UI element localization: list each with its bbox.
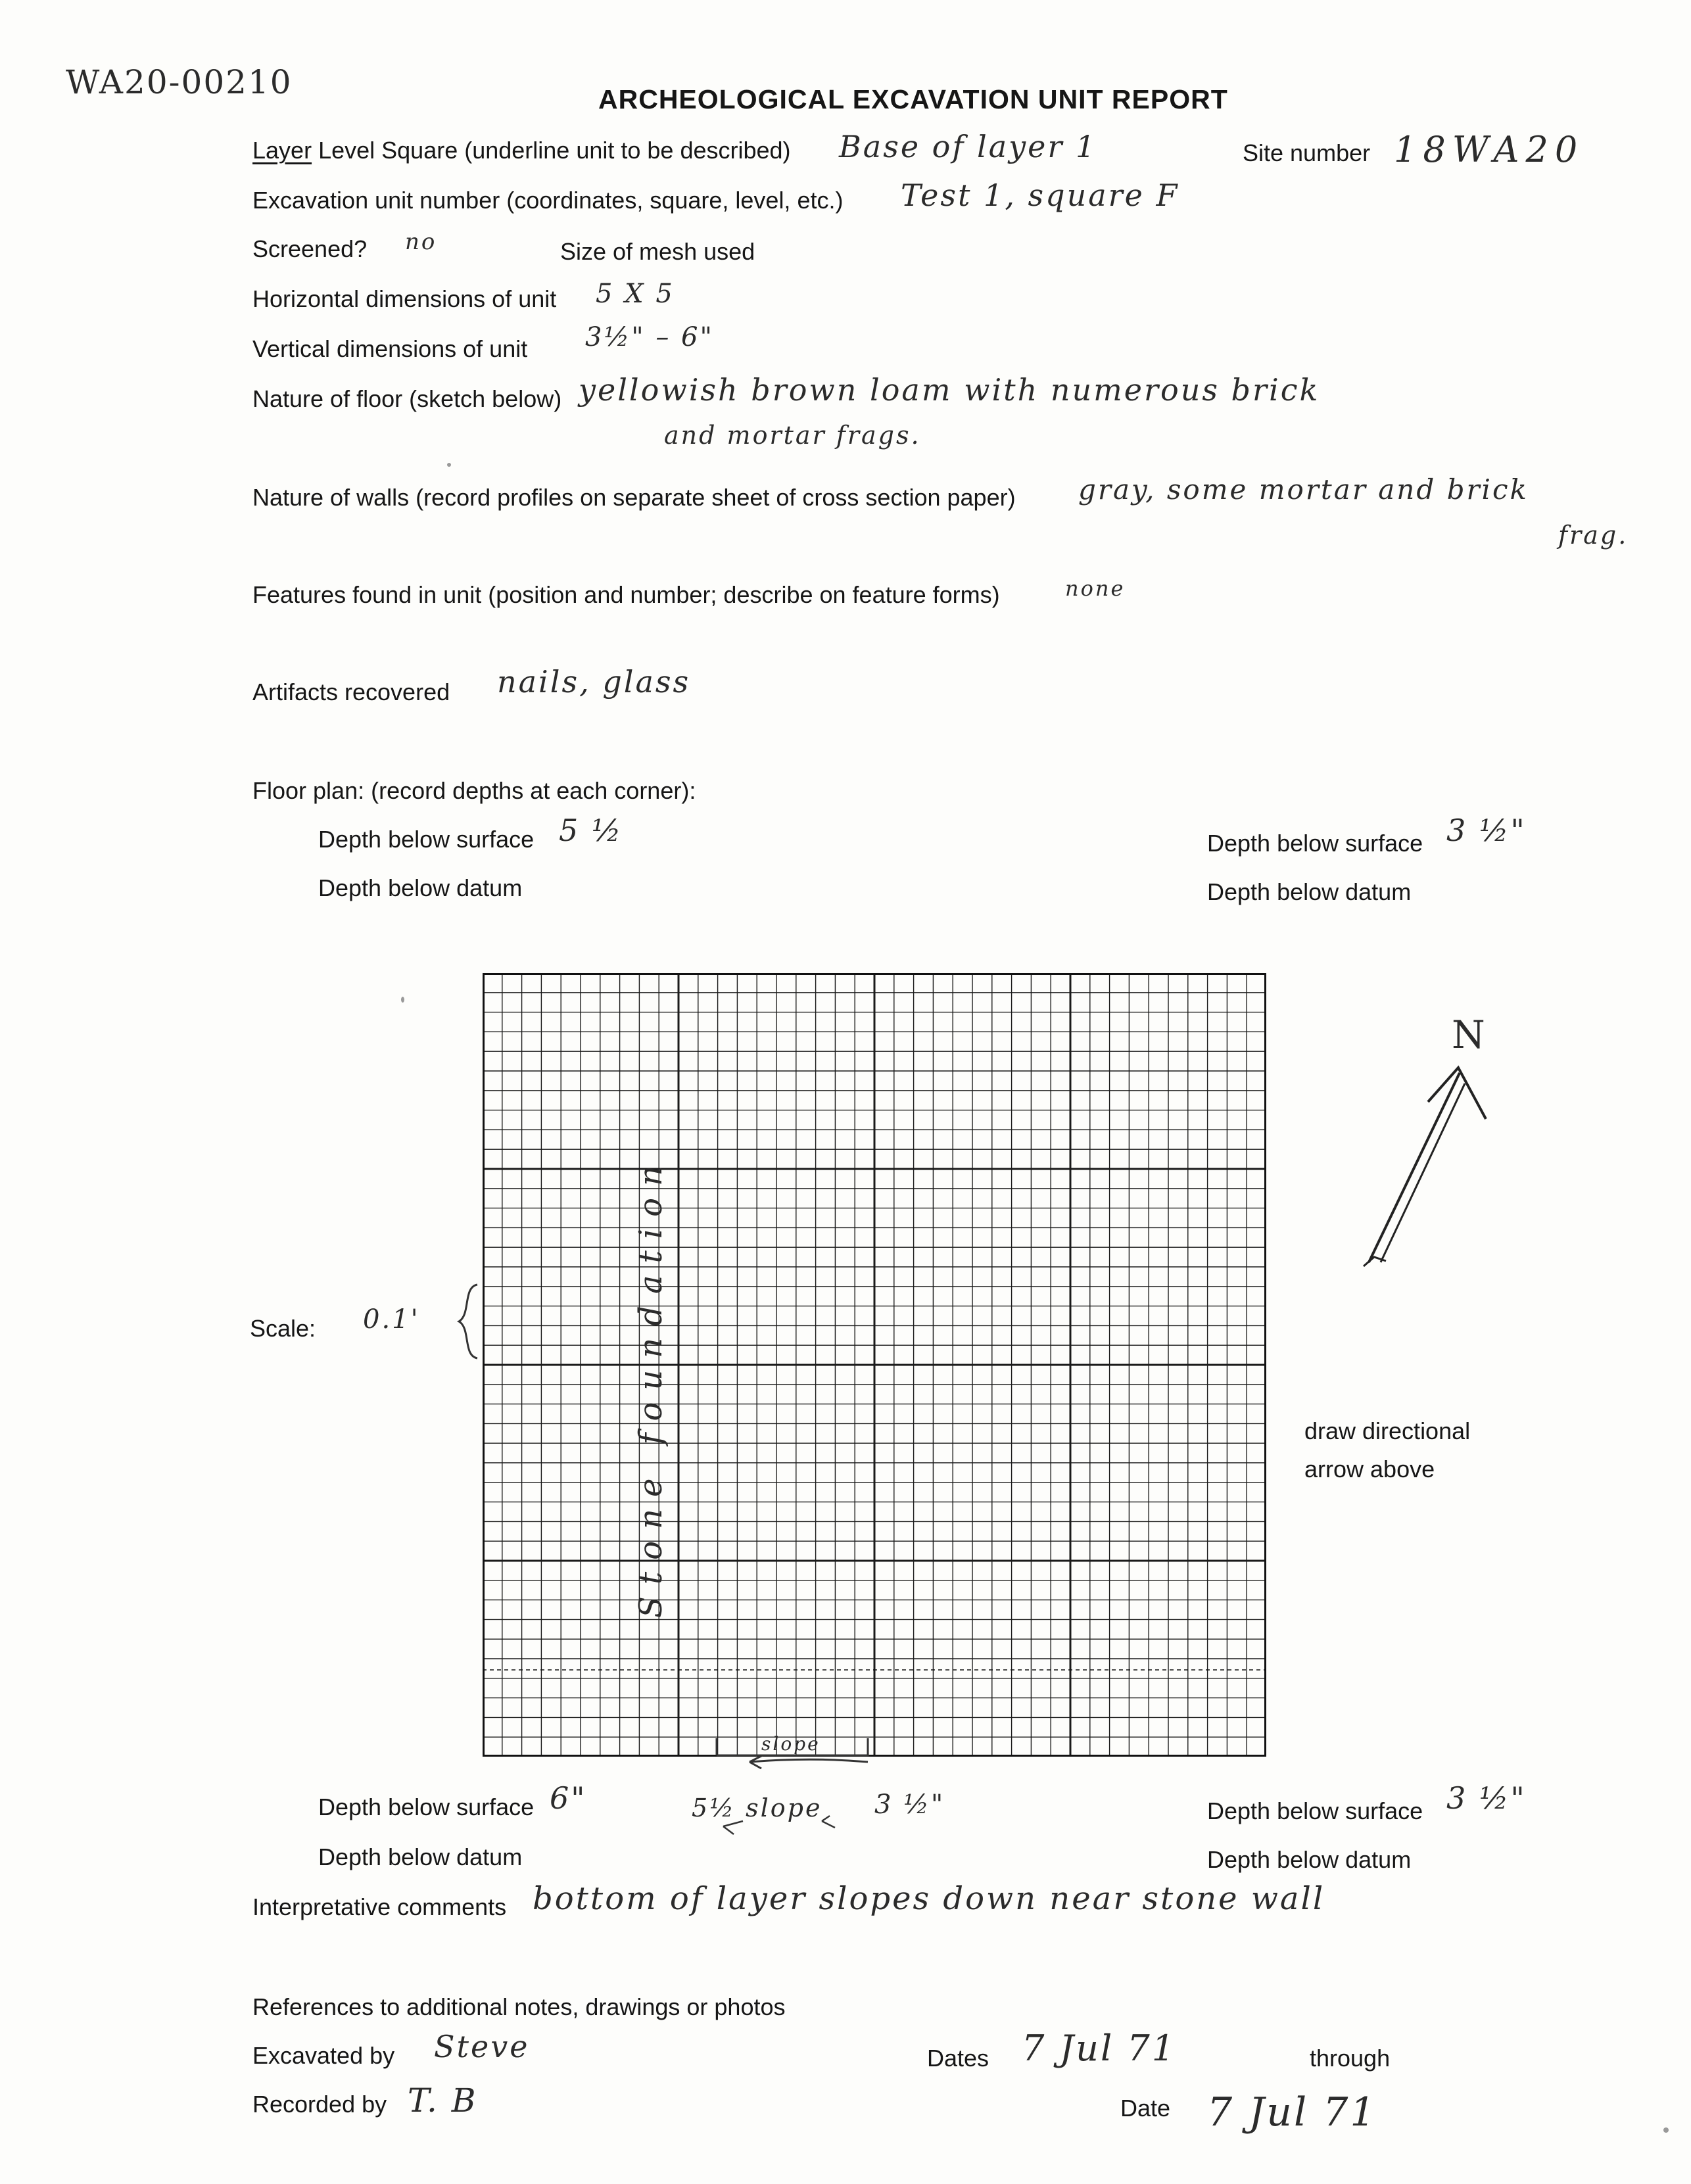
floor-nature-value-line2: and mortar frags. xyxy=(664,421,921,450)
top-left-depth-surface-label: Depth below surface xyxy=(318,826,535,853)
top-right-depth-surface-label: Depth below surface xyxy=(1207,830,1423,857)
grid-lines xyxy=(483,973,1266,1757)
scale-value: 0.1' xyxy=(363,1304,420,1335)
vertical-dimensions-label: Vertical dimensions of unit xyxy=(252,335,528,362)
layer-level-square-label xyxy=(252,137,791,164)
recorded-by-label: Recorded by xyxy=(252,2091,387,2118)
document-id: WA20-00210 xyxy=(66,63,293,101)
screened-value: no xyxy=(405,229,437,255)
slope-sketch-top-note: slope xyxy=(761,1733,821,1755)
floor-nature-value-line1: yellowish brown loam with numerous brick xyxy=(579,372,1320,408)
slope-sketch-right-note: 3 ½" xyxy=(874,1790,945,1820)
page-title: ARCHEOLOGICAL EXCAVATION UNIT REPORT xyxy=(598,84,1228,114)
north-arrow-head xyxy=(1428,1068,1486,1119)
scale-label: Scale: xyxy=(250,1315,316,1342)
excavated-by-value: Steve xyxy=(434,2029,530,2064)
walls-nature-value-line2: frag. xyxy=(1558,521,1629,550)
vertical-dimensions-value: 3½" – 6" xyxy=(585,322,714,352)
directional-arrow-note-line1: draw directional xyxy=(1304,1417,1471,1444)
recorded-by-value: T. B xyxy=(408,2081,478,2120)
slope-sketch-left-note: 5½ slope xyxy=(692,1793,822,1822)
floor-nature-label: Nature of floor (sketch below) xyxy=(252,385,562,412)
site-number-value: 18WA20 xyxy=(1394,129,1584,170)
layer-value: Base of layer 1 xyxy=(839,129,1097,164)
north-arrow-shaft xyxy=(1369,1073,1460,1262)
horizontal-dimensions-value: 5 X 5 xyxy=(596,279,675,309)
bottom-right-depth-surface-label: Depth below surface xyxy=(1207,1797,1423,1824)
features-label: Features found in unit (position and number; describe on feature forms) xyxy=(252,581,1000,608)
paper-speck xyxy=(1663,2127,1669,2133)
horizontal-dimensions-label: Horizontal dimensions of unit xyxy=(252,285,557,312)
bottom-right-depth-datum-label: Depth below datum xyxy=(1207,1846,1412,1873)
screened-label: Screened? xyxy=(252,235,368,262)
bottom-left-depth-surface-value: 6" xyxy=(550,1780,587,1816)
date-label: Date xyxy=(1120,2095,1171,2122)
dates-label: Dates xyxy=(927,2045,989,2072)
bottom-left-depth-surface-label: Depth below surface xyxy=(318,1793,535,1820)
interpretative-comments-label: Interpretative comments xyxy=(252,1893,507,1920)
artifacts-label: Artifacts recovered xyxy=(252,678,450,705)
site-number-label: Site number xyxy=(1243,139,1371,166)
scale-brace xyxy=(454,1282,483,1361)
mesh-size-label: Size of mesh used xyxy=(560,238,755,265)
layer-label-rest: Level Square (underline unit to be described) xyxy=(318,137,791,164)
north-arrow-shaft-2 xyxy=(1381,1083,1465,1262)
artifacts-value: nails, glass xyxy=(497,664,691,700)
directional-arrow-note-line2: arrow above xyxy=(1304,1456,1435,1483)
excavated-by-label: Excavated by xyxy=(252,2042,395,2069)
stone-foundation-note: Stone foundation xyxy=(632,1154,669,1618)
top-right-depth-datum-label: Depth below datum xyxy=(1207,878,1412,905)
top-left-depth-datum-label: Depth below datum xyxy=(318,874,523,901)
dates-value: 7 Jul 71 xyxy=(1022,2028,1177,2069)
date-value: 7 Jul 71 xyxy=(1207,2089,1377,2135)
top-right-depth-surface-value: 3 ½" xyxy=(1446,813,1527,848)
unit-number-label: Excavation unit number (coordinates, square, level, etc.) xyxy=(252,187,844,214)
through-label: through xyxy=(1310,2045,1391,2072)
bottom-right-depth-surface-value: 3 ½" xyxy=(1446,1780,1527,1816)
bottom-left-depth-datum-label: Depth below datum xyxy=(318,1843,523,1870)
layer-label-underlined: Layer xyxy=(252,137,312,164)
walls-nature-value-line1: gray, some mortar and brick xyxy=(1078,473,1529,506)
north-label: N xyxy=(1452,1012,1487,1057)
interpretative-comments-value: bottom of layer slopes down near stone wall xyxy=(533,1880,1325,1917)
floor-plan-label: Floor plan: (record depths at each corner): xyxy=(252,777,696,804)
references-label: References to additional notes, drawings or photos xyxy=(252,1993,786,2020)
walls-nature-label: Nature of walls (record profiles on separate sheet of cross section paper) xyxy=(252,484,1016,511)
top-left-depth-surface-value: 5 ½ xyxy=(559,813,623,848)
north-arrow xyxy=(1354,1012,1512,1289)
floor-plan-grid xyxy=(483,973,1266,1757)
paper-speck xyxy=(401,997,404,1003)
features-value: none xyxy=(1065,576,1126,601)
unit-number-value: Test 1, square F xyxy=(901,178,1179,213)
paper-speck xyxy=(447,463,451,467)
